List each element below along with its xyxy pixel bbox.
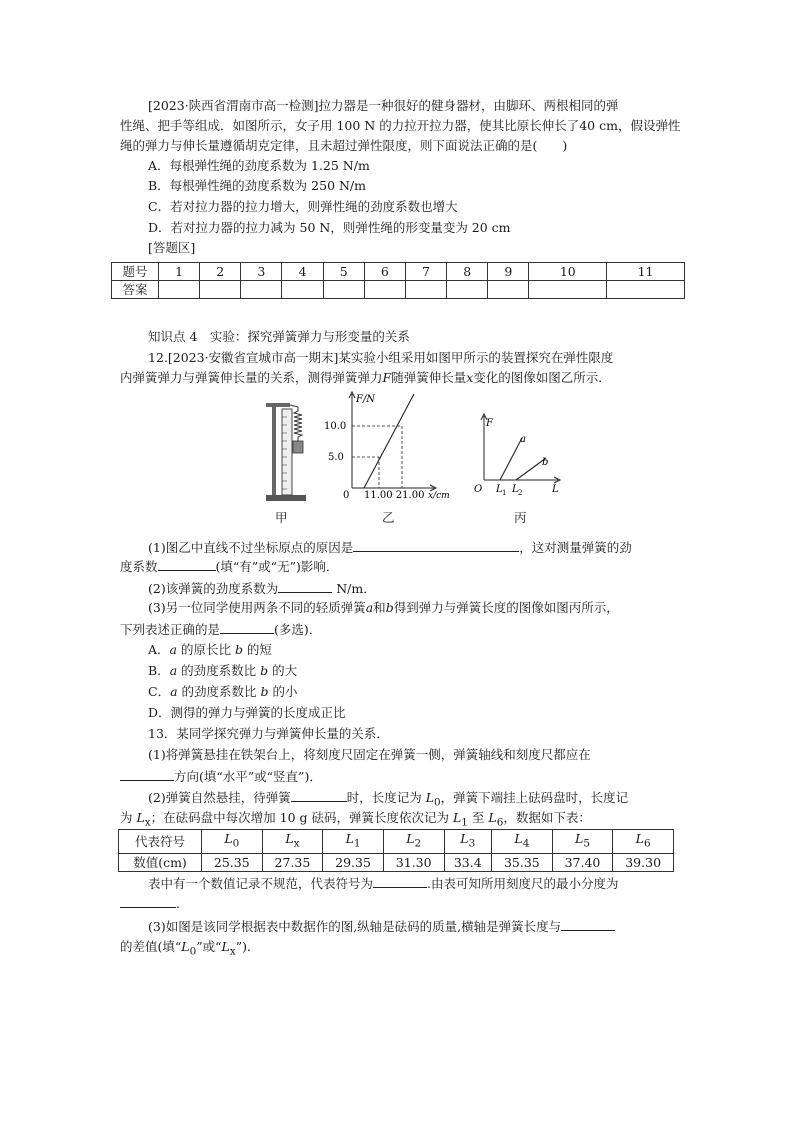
- x-axis-label: x/cm: [428, 491, 450, 501]
- option-text: 的劲度系数比: [177, 663, 261, 678]
- row-head-number: 题号: [112, 263, 159, 281]
- figure-yi-graph: [322, 388, 462, 506]
- q12-part-1-line-1: [148, 538, 632, 557]
- q11-option-c[interactable]: C．若对拉力器的拉力增大，则弹性绳的劲度系数也增大: [148, 199, 458, 214]
- row-head-answer: 答案: [112, 281, 159, 299]
- option-letter: A．: [148, 642, 170, 657]
- subscript: x: [229, 945, 236, 958]
- label-L2: L: [512, 484, 519, 495]
- q13-text: 的差值(填“: [120, 939, 182, 954]
- q12-text: 随弹簧伸长量: [391, 370, 467, 385]
- row-head-symbol: 代表符号: [119, 830, 202, 854]
- q12-line-1: 12.[2023·安徽省宣城市高一期末]某实验小组采用如图甲所示的装置探究在弹性限度: [148, 350, 614, 365]
- subscript: 6: [643, 837, 651, 850]
- symbol-cell: [202, 830, 263, 854]
- q12-text: (填“有”或“无”)影响．: [215, 559, 339, 574]
- stand-rod: [272, 407, 276, 495]
- figure-bing-graph: [470, 412, 570, 502]
- x-axis-label: L: [552, 484, 559, 495]
- value-cell: 31.30: [383, 853, 444, 871]
- q13-text: 为: [120, 810, 137, 825]
- q13-text: ；在砝码盘中每次增加 10 g 砝码，弹簧长度依次记为: [150, 810, 453, 825]
- answer-number-cell: 10: [529, 263, 607, 281]
- subscript: x: [144, 816, 151, 829]
- answer-area-label: [答题区]: [148, 240, 196, 255]
- value-cell: 33.4: [444, 853, 492, 871]
- q12-option-c[interactable]: [148, 683, 297, 701]
- q12-text: 得到弹力与弹簧长度的图像如图丙所示，: [393, 600, 619, 615]
- q11-line-2-tail: 40 cm，假设弹性: [579, 118, 681, 133]
- label-a: a: [520, 434, 526, 445]
- q12-part-2: [148, 579, 376, 598]
- q13-text: 至: [467, 810, 489, 825]
- symbol-cell: [492, 830, 553, 854]
- answer-input-cell[interactable]: [200, 281, 241, 299]
- q13-text: 时，长度记为: [346, 790, 426, 805]
- var-b: b: [385, 600, 394, 615]
- answer-number-cell: 6: [364, 263, 405, 281]
- subscript: 4: [522, 837, 530, 850]
- answer-blank[interactable]: [158, 557, 216, 571]
- caption-jia: 甲: [275, 510, 288, 525]
- q13-text: ，数据如下表：: [503, 810, 591, 825]
- answer-number-cell: 7: [405, 263, 446, 281]
- q13-text: ”或“: [196, 939, 222, 954]
- symbol-cell: [552, 830, 613, 854]
- answer-blank[interactable]: [278, 579, 332, 593]
- subscript: x: [293, 837, 300, 850]
- q12-part-3-line-2: [120, 620, 321, 639]
- q12-text: (3)另一位同学使用两条不同的轻质弹簧: [148, 600, 366, 615]
- subscript: 6: [496, 816, 504, 829]
- answer-number-cell: 2: [200, 263, 241, 281]
- symbol-cell: [383, 830, 444, 854]
- value-cell: 27.35: [262, 853, 323, 871]
- var-L: L: [406, 831, 415, 846]
- answer-number-cell: 1: [159, 263, 200, 281]
- var-a: a: [365, 600, 374, 615]
- spring: [294, 407, 302, 441]
- option-text: 的短: [242, 642, 272, 657]
- knowledge-point-title: 知识点 4 实验：探究弹簧弹力与形变量的关系: [148, 329, 410, 344]
- subscript: 3: [468, 837, 476, 850]
- q13-part-1-line-2: [120, 767, 322, 786]
- q12-line-2: [120, 369, 611, 387]
- subscript: 0: [232, 837, 240, 850]
- y-tick-label: 10.0: [324, 421, 347, 432]
- answer-blank[interactable]: [353, 538, 519, 552]
- q12-text: (多选)．: [274, 622, 322, 637]
- answer-input-cell[interactable]: [405, 281, 446, 299]
- answer-input-cell[interactable]: [282, 281, 323, 299]
- q13-text: .: [176, 896, 180, 911]
- option-text: 的劲度系数比: [177, 684, 261, 699]
- option-text: 的小: [268, 684, 298, 699]
- var-L: L: [285, 831, 294, 846]
- q12-option-b[interactable]: [148, 662, 297, 680]
- q11-option-a[interactable]: A．每根弹性绳的劲度系数为 1.25 N/m: [148, 158, 370, 173]
- q12-part-3-line-1: [148, 599, 619, 617]
- q13-part-3-line-1: [148, 917, 615, 936]
- q13-text: ，弹簧下端挂上砝码盘时，长度记: [440, 790, 629, 805]
- data-line: [364, 394, 414, 488]
- answer-input-cell[interactable]: [529, 281, 607, 299]
- answer-input-cell[interactable]: [488, 281, 529, 299]
- stand-base: [266, 495, 306, 501]
- value-cell: 39.30: [613, 853, 674, 871]
- var-L: L: [452, 810, 462, 825]
- q13-part-1-line-1: (1)将弹簧悬挂在铁架台上，将刻度尺固定在弹簧一侧，弹簧轴线和刻度尺都应在: [148, 747, 591, 762]
- answer-number-cell: 4: [282, 263, 323, 281]
- var-L: L: [224, 831, 233, 846]
- y-axis-label: F: [486, 418, 493, 429]
- q11-line-2: [120, 117, 680, 135]
- q12-text: 变化的图像如图乙所示．: [473, 370, 611, 385]
- subscript: 1: [353, 837, 361, 850]
- var-a: a: [170, 684, 178, 699]
- answer-blank[interactable]: [220, 620, 274, 634]
- q13-text: .由表可知所用刻度尺的最小分度为: [427, 876, 619, 891]
- answer-number-cell: 5: [323, 263, 364, 281]
- origin-label: 0: [343, 490, 350, 501]
- figure-jia-apparatus: [258, 395, 314, 503]
- var-b: b: [260, 663, 269, 678]
- x-tick-labels: 11.00 21.00: [364, 490, 425, 501]
- q11-option-d[interactable]: D．若对拉力器的拉力减为 50 N，则弹性绳的形变量变为 20 cm: [148, 220, 511, 235]
- answer-blank[interactable]: [291, 788, 347, 802]
- weight: [293, 441, 303, 453]
- answer-table: [111, 262, 685, 299]
- value-cell: 35.35: [492, 853, 553, 871]
- var-L: L: [181, 939, 190, 954]
- q13-part-2-line-3: [148, 874, 619, 893]
- q11-line-3: 绳的弹力与伸长量遵循胡克定律，且未超过弹性限度，则下面说法正确的是( ): [120, 138, 568, 153]
- q13-text: ”)．: [235, 939, 260, 954]
- var-L: L: [575, 831, 584, 846]
- value-cell: 29.35: [323, 853, 384, 871]
- symbol-cell: [444, 830, 492, 854]
- var-L: L: [345, 831, 354, 846]
- symbol-cell: [613, 830, 674, 854]
- answer-blank[interactable]: [120, 894, 176, 908]
- answer-number-cell: 3: [241, 263, 282, 281]
- q11-line-1: [2023·陕西省渭南市高一检测]拉力器是一种很好的健身器材，由脚环、两根相同的弹: [148, 98, 619, 113]
- var-L: L: [460, 831, 469, 846]
- line-a: [500, 438, 522, 480]
- q13-text: (2)弹簧自然悬挂，待弹簧: [148, 790, 291, 805]
- label-L2-sub: 2: [518, 489, 523, 497]
- subscript: 2: [414, 837, 422, 850]
- q12-option-d[interactable]: D．测得的弹力与弹簧的长度成正比: [148, 705, 346, 720]
- var-L: L: [221, 939, 230, 954]
- origin-label: O: [474, 484, 483, 495]
- answer-number-cell: 9: [488, 263, 529, 281]
- option-text: 的大: [268, 663, 298, 678]
- answer-input-row: [112, 281, 685, 299]
- q11-line-2-text: 性绳、把手等组成．如图所示，女子用 100 N 的力拉开拉力器，使其比原长伸长了: [120, 118, 580, 133]
- var-F: F: [382, 370, 392, 385]
- value-cell: 25.35: [202, 853, 263, 871]
- q12-part-1-line-2: [120, 557, 338, 576]
- q12-text: 和: [373, 600, 386, 615]
- answer-blank[interactable]: [373, 874, 427, 888]
- subscript: 0: [189, 945, 197, 958]
- answer-number-cell: 11: [607, 263, 685, 281]
- answer-blank[interactable]: [561, 917, 615, 931]
- y-tick-label: 5.0: [328, 452, 344, 463]
- option-text: 的原长比: [176, 642, 235, 657]
- answer-input-cell[interactable]: [447, 281, 488, 299]
- var-a: a: [169, 642, 177, 657]
- q12-text: (2)该弹簧的劲度系数为: [148, 581, 279, 596]
- stand-clamp: [266, 403, 290, 407]
- var-L: L: [425, 790, 435, 805]
- symbol-cell: [323, 830, 384, 854]
- answer-input-cell[interactable]: [323, 281, 364, 299]
- option-letter: B．: [148, 663, 170, 678]
- caption-bing: 丙: [514, 510, 527, 525]
- q12-text: 内弹簧弹力与弹簧伸长量的关系，测得弹簧弹力: [120, 370, 383, 385]
- q12-text: (1)图乙中直线不过坐标原点的原因是: [148, 540, 354, 555]
- q13-text: 方向(填“水平”或“竖直”)．: [174, 769, 322, 784]
- q13-text: 表中有一个数值记录不规范，代表符号为: [148, 876, 374, 891]
- q11-option-b[interactable]: B．每根弹性绳的劲度系数为 250 N/m: [148, 178, 366, 193]
- q12-option-a[interactable]: [148, 641, 272, 659]
- subscript: 0: [434, 796, 441, 809]
- label-L1-sub: 1: [502, 489, 507, 497]
- answer-input-cell[interactable]: [241, 281, 282, 299]
- subscript: 5: [583, 837, 590, 850]
- var-L: L: [488, 810, 497, 825]
- q13-text: (3)如图是该同学根据表中数据作的图,纵轴是砝码的质量,横轴是弹簧长度与: [148, 919, 562, 934]
- symbol-cell: [262, 830, 323, 854]
- answer-input-cell[interactable]: [607, 281, 685, 299]
- var-b: b: [234, 642, 243, 657]
- var-L: L: [514, 831, 523, 846]
- q12-text: 度系数: [120, 559, 158, 574]
- q12-text: 下列表述正确的是: [120, 622, 221, 637]
- var-a: a: [169, 663, 178, 678]
- q13-data-table: [118, 829, 674, 872]
- answer-number-cell: 8: [447, 263, 488, 281]
- var-L: L: [635, 831, 644, 846]
- subscript: 1: [461, 816, 468, 829]
- q13-line-1: 13．某同学探究弹力与弹簧伸长量的关系．: [148, 726, 389, 741]
- label-L1: L: [496, 484, 503, 495]
- q13-part-2-line-1: [148, 788, 628, 812]
- hook: [290, 405, 298, 407]
- var-x: x: [466, 370, 474, 385]
- option-letter: C．: [148, 684, 171, 699]
- answer-number-row: [112, 263, 685, 281]
- ruler: [282, 409, 292, 495]
- q13-part-3-line-2: [120, 938, 259, 961]
- row-head-value: 数值(cm): [119, 853, 202, 871]
- answer-input-cell[interactable]: [364, 281, 405, 299]
- q13-part-2-line-4: [120, 894, 180, 913]
- q12-text: ，这对测量弹簧的劲: [519, 540, 632, 555]
- answer-input-cell[interactable]: [159, 281, 200, 299]
- var-b: b: [260, 684, 269, 699]
- label-b: b: [542, 457, 549, 468]
- var-L: L: [136, 810, 145, 825]
- value-row: [119, 853, 674, 871]
- y-axis-label: F/N: [356, 394, 376, 405]
- answer-blank[interactable]: [120, 767, 174, 781]
- value-cell: 37.40: [552, 853, 613, 871]
- q12-text: N/m．: [332, 581, 376, 596]
- symbol-row: [119, 830, 674, 854]
- caption-yi: 乙: [382, 510, 395, 525]
